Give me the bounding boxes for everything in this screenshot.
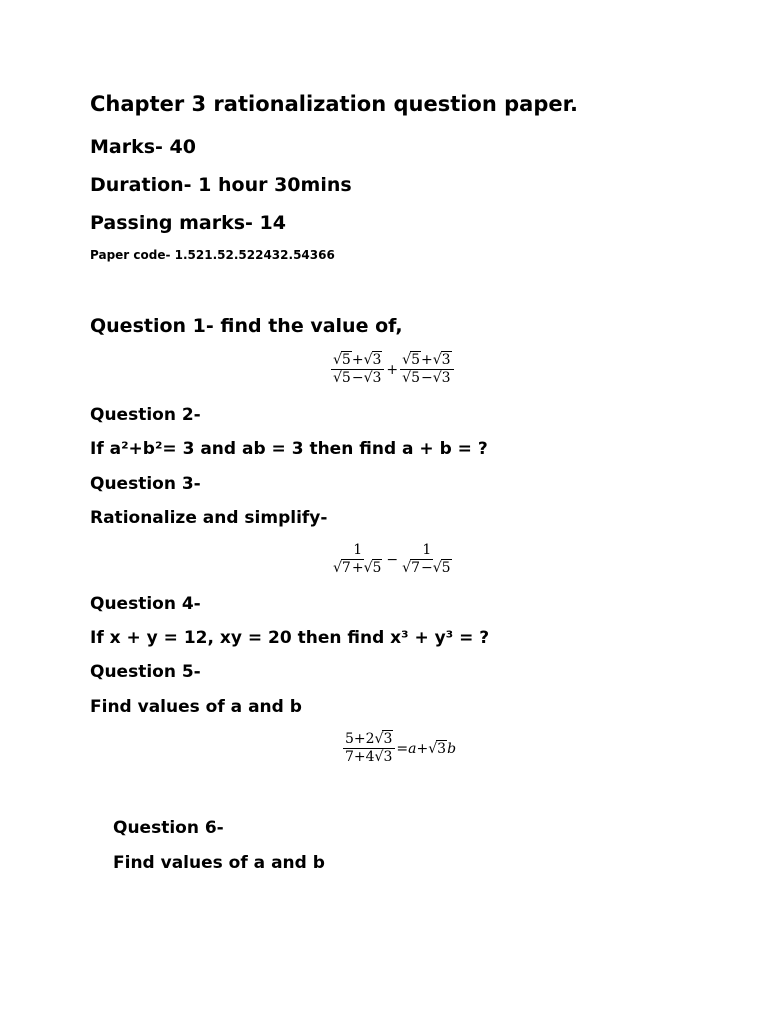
passing-marks-line: Passing marks- 14 — [90, 212, 286, 234]
paper-code-line: Paper code- 1.521.52.522432.54366 — [90, 248, 335, 262]
question-6-title: Question 6- — [113, 818, 224, 838]
q5-var-a: a — [408, 740, 417, 757]
question-4-title: Question 4- — [90, 594, 201, 614]
q1-plus-operator: + — [386, 361, 399, 378]
q1-fraction-2: $\frac{√5+√3}{√5-√3}$ — [400, 352, 453, 387]
duration-line: Duration- 1 hour 30mins — [90, 174, 352, 196]
question-2-text: If a²+b²= 3 and ab = 3 then find a + b = ? — [90, 439, 488, 459]
paper-title: Chapter 3 rationalization question paper. — [90, 92, 578, 116]
question-5-title: Question 5- — [90, 662, 201, 682]
q5-rhs-sqrt: √3 — [428, 740, 447, 757]
q3-minus-operator: − — [386, 551, 399, 568]
q1-fraction-1: $\frac{√5+√3}{√5-√3}$ — [331, 352, 384, 387]
question-6-text: Find values of a and b — [113, 853, 325, 873]
question-5-text: Find values of a and b — [90, 697, 302, 717]
question-1-title: Question 1- find the value of, — [90, 315, 403, 337]
question-5-expression — [342, 731, 456, 766]
q5-var-b: b — [447, 740, 457, 757]
question-3-text: Rationalize and simplify- — [90, 508, 328, 528]
q3-fraction-2: $\frac{1}{√7-√5}$ — [402, 542, 451, 576]
q5-equals: = — [396, 740, 409, 757]
question-3-expression — [330, 542, 455, 577]
q3-fraction-1: $\frac{1}{√7+√5}$ — [333, 542, 382, 576]
q5-fraction: $\frac{5+2√3}{7+4√3}$ — [343, 731, 395, 766]
question-3-title: Question 3- — [90, 474, 201, 494]
question-1-expression — [330, 352, 455, 387]
question-2-title: Question 2- — [90, 405, 201, 425]
q5-plus: + — [416, 740, 429, 757]
question-4-text: If x + y = 12, xy = 20 then find x³ + y³ = ? — [90, 628, 490, 648]
marks-line: Marks- 40 — [90, 136, 196, 158]
